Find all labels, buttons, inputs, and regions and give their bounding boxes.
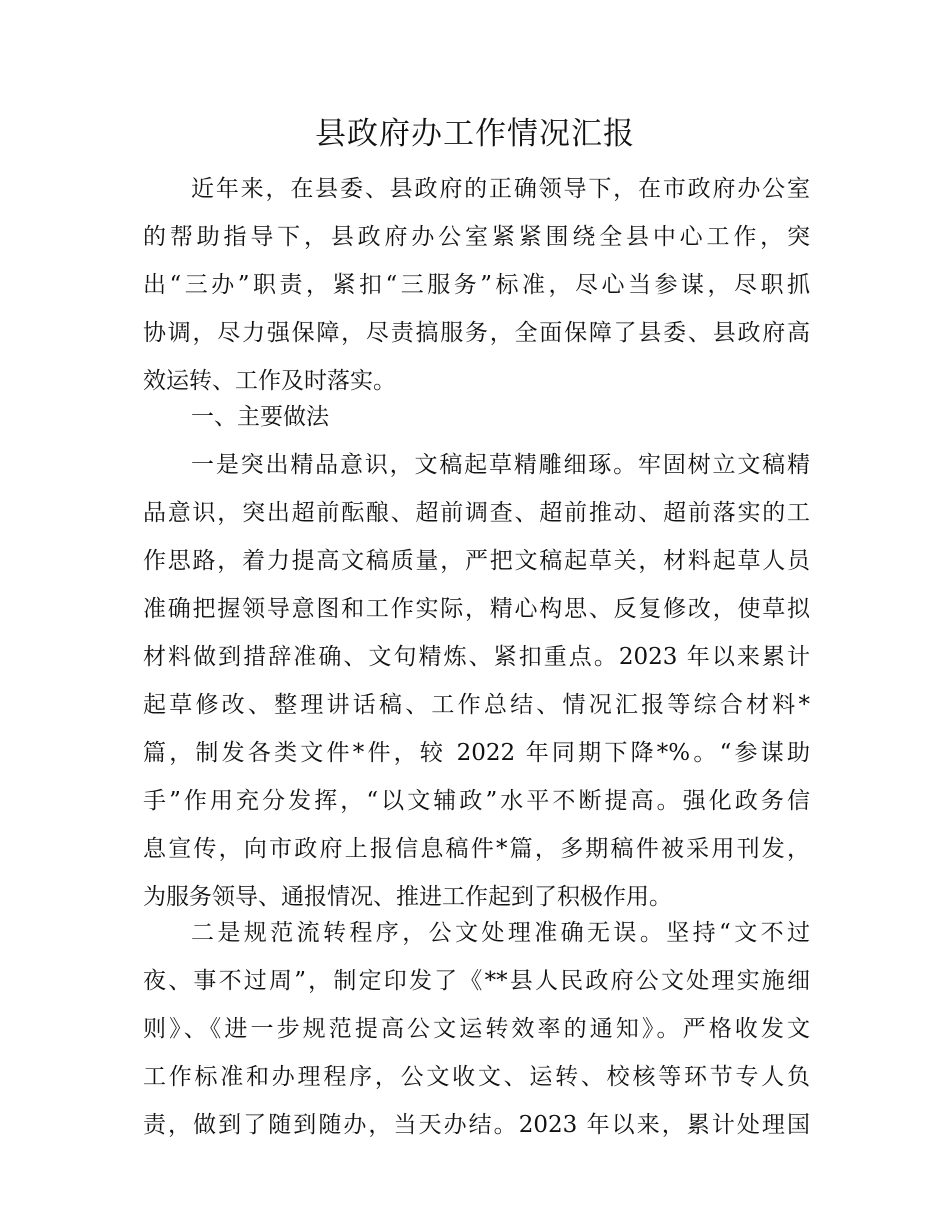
paragraph-line: 息宣传，向市政府上报信息稿件*篇，多期稿件被采用刊发，: [143, 836, 810, 862]
paragraph-line: 手”作用充分发挥，“以文辅政”水平不断提高。强化政务信: [143, 788, 810, 814]
paragraph-line: 工作标准和办理程序，公文收文、运转、校核等环节专人负: [143, 1064, 810, 1090]
paragraph-line: 协调，尽力强保障，尽责搞服务，全面保障了县委、县政府高: [143, 320, 810, 346]
paragraph-line: 为服务领导、通报情况、推进工作起到了积极作用。: [143, 884, 672, 910]
paragraph-line: 近年来，在县委、县政府的正确领导下，在市政府办公室: [191, 176, 810, 202]
paragraph-line: 篇，制发各类文件*件，较 2022 年同期下降*%。“参谋助: [143, 740, 810, 766]
paragraph-line: 则》、《进一步规范提高公文运转效率的通知》。严格收发文: [143, 1016, 810, 1042]
paragraph-line: 品意识，突出超前酝酿、超前调查、超前推动、超前落实的工: [143, 500, 810, 526]
paragraph-line: 效运转、工作及时落实。: [143, 368, 396, 394]
paragraph-line: 出“三办”职责，紧扣“三服务”标准，尽心当参谋，尽职抓: [143, 272, 810, 298]
paragraph-line: 准确把握领导意图和工作实际，精心构思、反复修改，使草拟: [143, 596, 810, 622]
paragraph-line: 一是突出精品意识，文稿起草精雕细琢。牢固树立文稿精: [191, 452, 810, 478]
paragraph-line: 二是规范流转程序，公文处理准确无误。坚持“文不过: [191, 920, 810, 946]
paragraph-line: 起草修改、整理讲话稿、工作总结、情况汇报等综合材料*: [143, 692, 810, 718]
section-heading: 一、主要做法: [191, 404, 329, 430]
paragraph-line: 作思路，着力提高文稿质量，严把文稿起草关，材料起草人员: [143, 548, 810, 574]
document-title: 县政府办工作情况汇报: [315, 116, 635, 152]
paragraph-line: 夜、事不过周”，制定印发了《**县人民政府公文处理实施细: [143, 968, 810, 994]
paragraph-line: 材料做到措辞准确、文句精炼、紧扣重点。2023 年以来累计: [143, 644, 810, 670]
paragraph-line: 的帮助指导下，县政府办公室紧紧围绕全县中心工作，突: [143, 224, 810, 250]
paragraph-line: 责，做到了随到随办，当天办结。2023 年以来，累计处理国: [143, 1112, 810, 1138]
